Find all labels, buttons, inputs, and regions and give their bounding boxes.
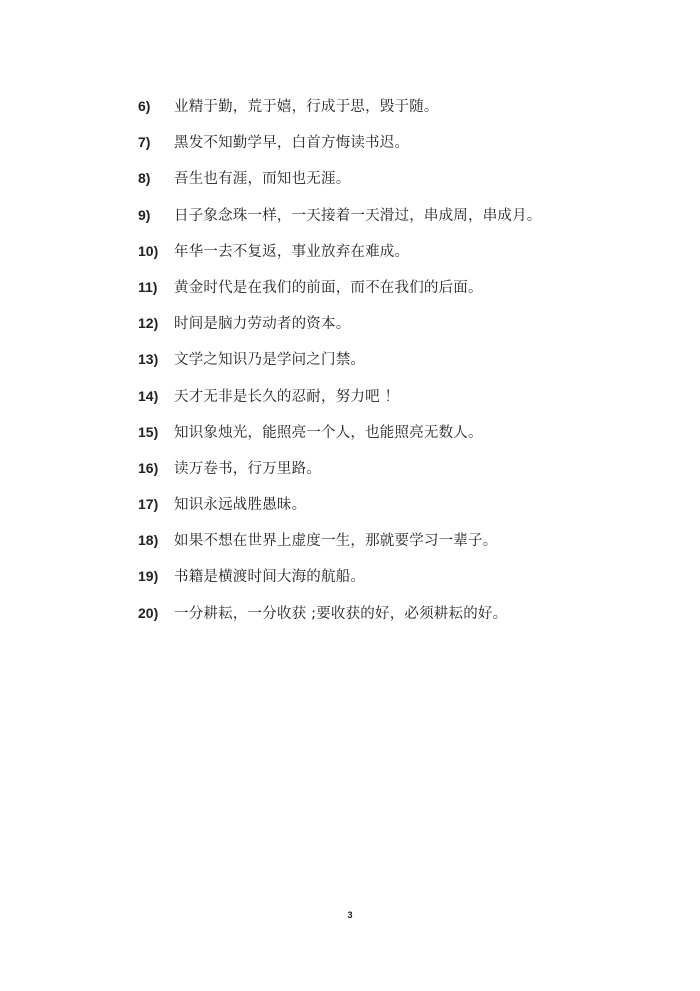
item-text: 吾生也有涯，而知也无涯。 <box>174 171 351 188</box>
list-item <box>138 204 658 240</box>
item-text: 黑发不知勤学早，白首方悔读书迟。 <box>174 135 410 152</box>
item-number: 13) <box>138 351 159 368</box>
item-number: 12) <box>138 315 159 332</box>
list-item <box>138 493 658 529</box>
item-number: 18) <box>138 532 159 549</box>
list-item <box>138 312 658 348</box>
item-text: 如果不想在世界上虚度一生，那就要学习一辈子。 <box>174 533 498 550</box>
list-item <box>138 385 658 421</box>
item-number: 8) <box>138 170 151 187</box>
item-number: 17) <box>138 496 159 513</box>
list-item <box>138 602 658 638</box>
item-number: 10) <box>138 242 159 259</box>
list-item <box>138 565 658 601</box>
list-item <box>138 95 658 131</box>
list-item <box>138 457 658 493</box>
list-item <box>138 167 658 203</box>
item-text: 时间是脑力劳动者的资本。 <box>174 316 351 333</box>
item-number: 16) <box>138 459 159 476</box>
list-item <box>138 276 658 312</box>
quote-list <box>138 95 658 638</box>
item-number: 11) <box>138 278 158 295</box>
list-item <box>138 131 658 167</box>
item-text: 日子象念珠一样，一天接着一天滑过，串成周，串成月。 <box>174 207 542 224</box>
list-item <box>138 348 658 384</box>
item-text: 知识永远战胜愚昧。 <box>174 497 307 514</box>
item-number: 19) <box>138 568 159 585</box>
item-text: 读万卷书，行万里路。 <box>174 460 321 477</box>
item-number: 6) <box>138 98 151 114</box>
item-number: 14) <box>138 387 159 404</box>
item-text: 黄金时代是在我们的前面，而不在我们的后面。 <box>174 279 483 296</box>
item-number: 20) <box>138 604 159 621</box>
item-text: 天才无非是长久的忍耐，努力吧 ！ <box>174 388 400 405</box>
item-text: 一分耕耘，一分收获 ;要收获的好，必须耕耘的好。 <box>174 605 508 622</box>
item-number: 9) <box>138 206 151 223</box>
item-text: 书籍是横渡时间大海的航船。 <box>174 569 366 586</box>
item-text: 文学之知识乃是学问之门禁。 <box>174 352 366 369</box>
list-item <box>138 240 658 276</box>
item-text: 业精于勤，荒于嬉，行成于思，毁于随。 <box>174 99 439 115</box>
page-number: 3 <box>347 910 353 920</box>
item-number: 15) <box>138 423 159 440</box>
item-text: 年华一去不复返，事业放弃在难成。 <box>174 243 410 260</box>
list-item <box>138 529 658 565</box>
item-number: 7) <box>138 134 151 151</box>
item-text: 知识象烛光，能照亮一个人，也能照亮无数人。 <box>174 424 483 441</box>
list-item <box>138 421 658 457</box>
